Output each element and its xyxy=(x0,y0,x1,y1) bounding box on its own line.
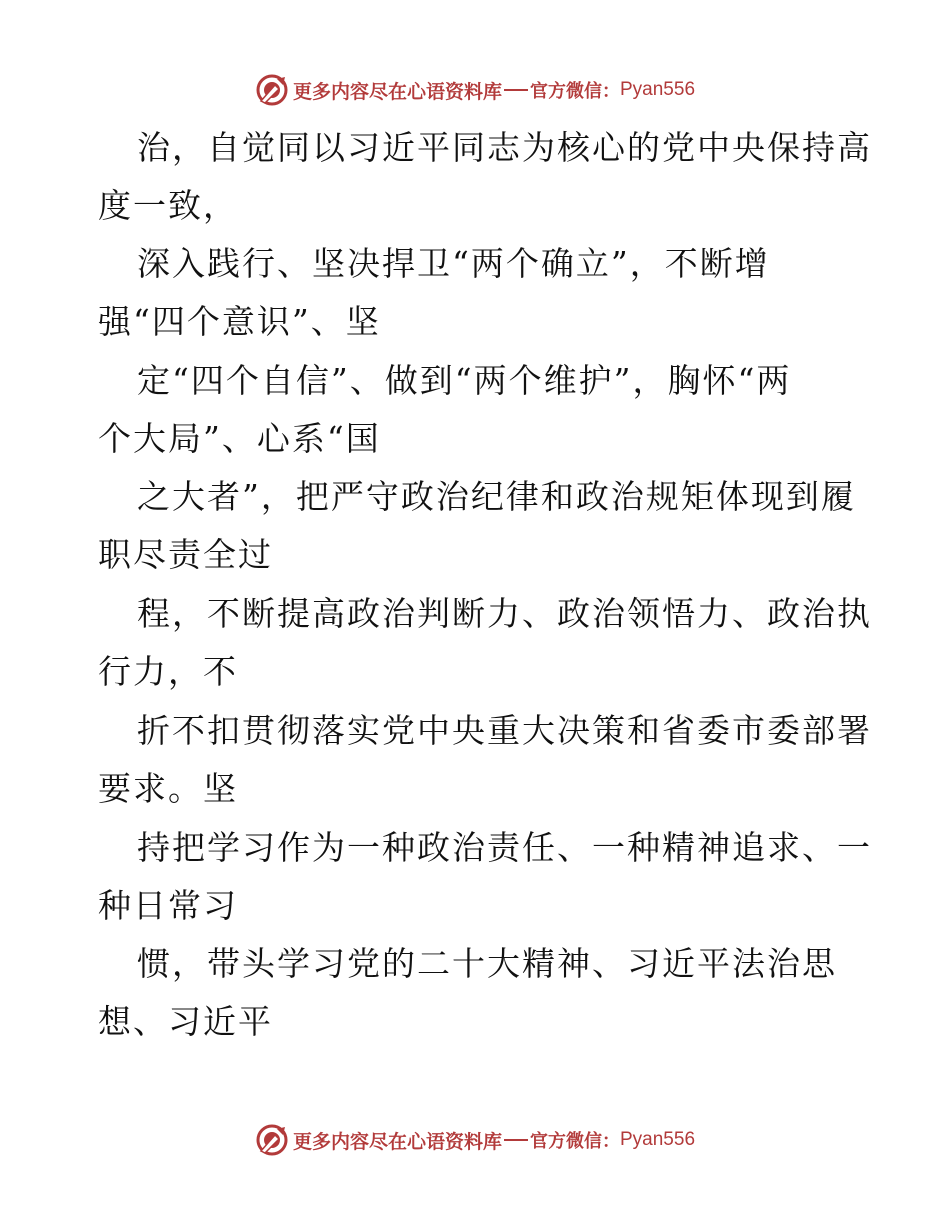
text-line: 治，自觉同以习近平同志为核心的党中央保持高 xyxy=(137,128,872,167)
pen-nib-logo-icon xyxy=(255,73,289,107)
site-title: 更多内容尽在心语资料库 xyxy=(292,80,502,103)
text-line: 要求。坚 xyxy=(98,769,238,808)
text-line: 定“四个自信”、做到“两个维护”，胸怀“两 xyxy=(137,361,792,400)
wechat-id: Pyan556 xyxy=(620,1129,696,1150)
text-line: 想、习近平 xyxy=(98,1002,273,1041)
divider-dash xyxy=(504,1139,528,1141)
wechat-id: Pyan556 xyxy=(620,79,696,100)
text-line: 种日常习 xyxy=(98,886,238,925)
wechat-label: 官方微信： xyxy=(530,1131,620,1152)
text-line: 持把学习作为一种政治责任、一种精神追求、一 xyxy=(137,828,872,867)
footer-watermark xyxy=(0,1122,950,1158)
text-line: 个大局”、心系“国 xyxy=(98,419,381,458)
text-line: 深入践行、坚决捍卫“两个确立”，不断增 xyxy=(137,244,770,283)
text-line: 折不扣贯彻落实党中央重大决策和省委市委部署 xyxy=(137,711,872,750)
text-line: 惯，带头学习党的二十大精神、习近平法治思 xyxy=(137,944,837,983)
text-line: 度一致， xyxy=(98,186,238,225)
site-title: 更多内容尽在心语资料库 xyxy=(292,1130,502,1153)
header-watermark xyxy=(0,72,950,108)
text-line: 程，不断提高政治判断力、政治领悟力、政治执 xyxy=(137,594,872,633)
text-line: 行力，不 xyxy=(98,652,238,691)
wechat-label: 官方微信： xyxy=(530,81,620,102)
text-line: 强“四个意识”、坚 xyxy=(98,302,381,341)
pen-nib-logo-icon xyxy=(255,1123,289,1157)
text-line: 之大者”，把严守政治纪律和政治规矩体现到履 xyxy=(137,477,856,516)
divider-dash xyxy=(504,89,528,91)
text-line: 职尽责全过 xyxy=(98,535,273,574)
